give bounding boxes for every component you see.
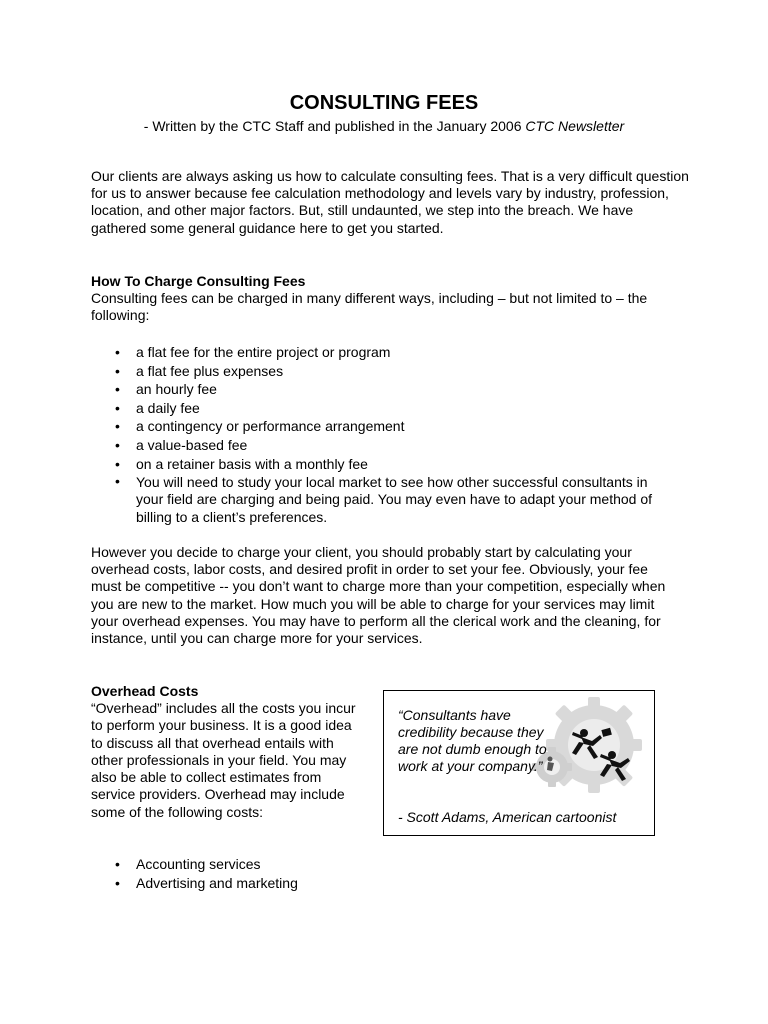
page-title: CONSULTING FEES: [289, 92, 479, 114]
subtitle-newsletter-name: CTC Newsletter: [525, 118, 625, 134]
subtitle-text: - Written by the CTC Staff and published in the January 2006: [143, 118, 526, 134]
list-item: • You will need to study your local market to see how other successful consultants in your field are charging and being paid. You may even have to adapt your method of billing to a client’s preferences.: [115, 473, 653, 525]
fee-methods-list: [91, 343, 691, 526]
list-item: • a contingency or performance arrangement: [115, 418, 405, 435]
quote-box: [383, 690, 655, 836]
however-paragraph: However you decide to charge your client, you should probably start by calculating your overhead costs, labor costs, and desired profit in order to set your fee. Obviously, your fee must be competitive -- you don’t want to charge more than your competition, especially when you are new to the market. How much you will be able to charge for your services may limit your overhead expenses. You may have to perform all the clerical work and the cleaning, for instance, until you can charge more for your services.: [91, 544, 666, 647]
overhead-costs-list: [91, 855, 691, 892]
how-to-heading: How To Charge Consulting Fees: [91, 273, 306, 289]
overhead-heading: Overhead Costs: [91, 683, 199, 699]
page-subtitle: [0, 118, 768, 134]
bullet-icon: •: [115, 418, 120, 435]
bullet-icon: •: [115, 362, 120, 379]
quote-text: “Consultants have credibility because they are not dumb enough to work at your company.”: [398, 707, 547, 774]
bullet-icon: •: [115, 381, 120, 398]
bullet-icon: •: [115, 874, 120, 891]
bullet-icon: •: [115, 455, 120, 472]
quote-author: - Scott Adams, American cartoonist: [398, 809, 617, 825]
bullet-icon: •: [115, 399, 120, 416]
list-item: • Advertising and marketing: [115, 874, 298, 891]
list-item: • an hourly fee: [115, 381, 217, 398]
list-item: • a flat fee plus expenses: [115, 362, 284, 379]
overhead-paragraph: “Overhead” includes all the costs you incur to perform your business. It is a good idea to discuss all that overhead entails with other professionals in your field. You may also be able to collect estimates from service providers. Overhead may include some of the following costs:: [91, 700, 356, 820]
list-item: • a value-based fee: [115, 436, 248, 453]
bullet-icon: •: [115, 344, 120, 360]
list-item: • a flat fee for the entire project or program: [115, 344, 391, 360]
bullet-icon: •: [115, 473, 120, 490]
list-item: • on a retainer basis with a monthly fee: [115, 455, 368, 472]
list-item: • Accounting services: [115, 856, 261, 872]
bullet-icon: •: [115, 856, 120, 872]
how-to-lead: Consulting fees can be charged in many different ways, including – but not limited to – the following:: [91, 290, 648, 324]
list-item: • a daily fee: [115, 399, 200, 416]
intro-paragraph: Our clients are always asking us how to calculate consulting fees. That is a very difficult question for us to answer because fee calculation methodology and levels vary by industry, profession, location, and other major factors. But, still undaunted, we step into the breach. We have gathered some general guidance here to get you started.: [91, 168, 689, 236]
bullet-icon: •: [115, 436, 120, 453]
